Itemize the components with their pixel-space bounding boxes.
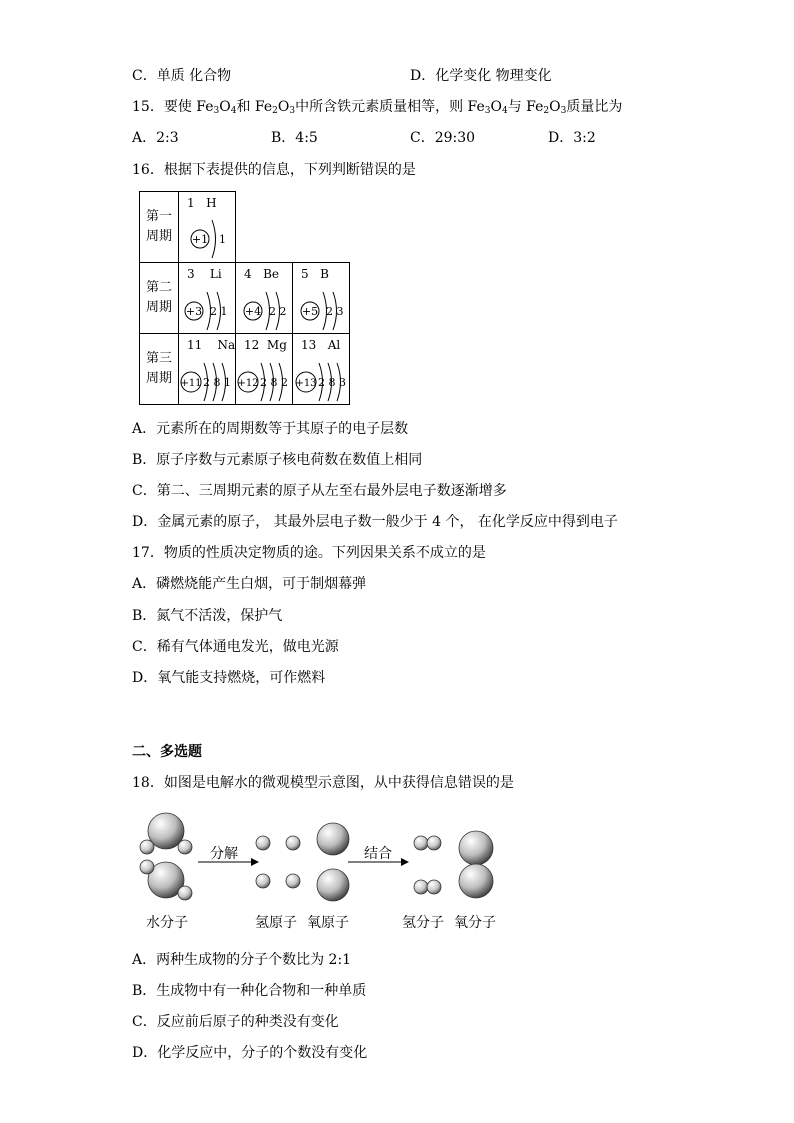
- combine-label: 结合: [364, 846, 392, 862]
- subscript: 4: [502, 106, 508, 116]
- element-symbol: H: [206, 196, 217, 210]
- shell-electrons: 2 8 3: [318, 376, 346, 389]
- q14-option-d: D．化学变化 物理变化: [410, 68, 552, 84]
- atomic-number: 3: [187, 267, 195, 281]
- q16-option-d: D．金属元素的原子， 其最外层电子数一般少于 4 个， 在化学反应中得到电子: [132, 514, 618, 530]
- oxygen-molecule: [459, 831, 493, 898]
- q17-option-c: C．稀有气体通电发光，做电光源: [132, 639, 339, 655]
- label-hydrogen-atom: 氢原子: [255, 915, 297, 931]
- section-title: 二、多选题: [132, 744, 202, 760]
- nucleus-charge: +13: [295, 378, 317, 389]
- hydrogen-atom: [256, 836, 270, 850]
- hydrogen-atom: [286, 836, 300, 850]
- q17-option-b: B．氮气不活泼，保护气: [132, 608, 283, 624]
- subscript: 3: [484, 106, 491, 116]
- atomic-number: 1: [187, 196, 195, 210]
- period-label: 周期: [145, 229, 172, 244]
- q15-stem-part: 15．要使 Fe: [132, 99, 214, 115]
- element-symbol: Li: [209, 267, 222, 281]
- label-water-molecule: 水分子: [146, 915, 188, 931]
- q16-option-a: A．元素所在的周期数等于其原子的电子层数: [132, 421, 409, 437]
- shell-electrons: 2 1: [210, 305, 228, 318]
- q15-option-d: D．3:2: [548, 130, 596, 146]
- shell-electrons: 1: [219, 233, 226, 246]
- subscript: 2: [272, 106, 278, 116]
- q18-stem: 18．如图是电解水的微观模型示意图，从中获得信息错误的是: [132, 775, 514, 791]
- q17-option-d: D．氧气能支持燃烧，可作燃料: [132, 670, 326, 686]
- atomic-number: 12: [244, 338, 260, 352]
- period-label: 第一: [145, 209, 172, 224]
- q14-option-c: C．单质 化合物: [132, 68, 232, 84]
- element-symbol: Al: [327, 338, 341, 352]
- period-label: 周期: [145, 371, 172, 386]
- subscript: 3: [560, 106, 567, 116]
- subscript: 4: [230, 106, 237, 116]
- q15-stem-part: O: [277, 99, 290, 115]
- period-label: 第二: [145, 280, 172, 295]
- atomic-number: 4: [244, 267, 252, 281]
- subscript: 3: [289, 106, 296, 116]
- q15-stem-part: O: [549, 99, 561, 115]
- q15-option-c: C．29:30: [410, 130, 476, 146]
- subscript: 3: [213, 106, 220, 116]
- nucleus-charge: +5: [301, 305, 319, 318]
- shell-electrons: 2 8 1: [203, 376, 231, 389]
- q16-option-c: C．第二、三周期元素的原子从左至右最外层电子数逐渐增多: [132, 483, 507, 499]
- shell-electrons: 2 2: [269, 305, 287, 318]
- shell-electrons: 2 3: [326, 305, 344, 318]
- decompose-label: 分解: [210, 846, 238, 862]
- q18-option-a: A．两种生成物的分子个数比为 2:1: [132, 952, 352, 968]
- q15-option-b: B．4:5: [271, 130, 318, 146]
- atomic-number: 5: [301, 267, 309, 281]
- nucleus-charge: +4: [244, 305, 262, 318]
- element-symbol: Na: [217, 338, 236, 352]
- q15-stem-part: O: [219, 99, 231, 115]
- shell-electrons: 2 8 2: [260, 376, 288, 389]
- label-oxygen-atom: 氧原子: [307, 915, 349, 931]
- q18-option-b: B．生成物中有一种化合物和一种单质: [132, 983, 367, 999]
- q15-stem-part: O: [490, 99, 502, 115]
- q15-option-a: A．2:3: [132, 130, 179, 146]
- hydrogen-atom: [286, 874, 300, 888]
- element-symbol: Mg: [266, 338, 287, 352]
- element-symbol: B: [320, 267, 329, 281]
- element-symbol: Be: [263, 267, 280, 281]
- atomic-number: 11: [187, 338, 203, 352]
- period-label: 周期: [145, 300, 172, 315]
- atomic-number: 13: [301, 338, 317, 352]
- q15-stem-part: 中所含铁元素质量相等，则 Fe: [295, 99, 485, 115]
- water-molecule-2: [140, 860, 192, 900]
- label-hydrogen-molecule: 氢分子: [402, 915, 444, 931]
- water-molecule-1: [140, 813, 192, 854]
- q16-option-b: B．原子序数与元素原子核电荷数在数值上相同: [132, 452, 423, 468]
- q16-stem: 16．根据下表提供的信息，下列判断错误的是: [132, 162, 416, 178]
- q18-option-c: C．反应前后原子的种类没有变化: [132, 1014, 339, 1030]
- nucleus-charge: +11: [180, 378, 202, 389]
- oxygen-atom: [317, 823, 349, 855]
- oxygen-atom: [317, 869, 349, 901]
- hydrogen-molecule-2: [414, 880, 441, 894]
- q18-option-d: D．化学反应中，分子的个数没有变化: [132, 1045, 368, 1061]
- q17-stem: 17．物质的性质决定物质的途。下列因果关系不成立的是: [132, 545, 486, 561]
- label-oxygen-molecule: 氧分子: [454, 915, 496, 931]
- q17-option-a: A．磷燃烧能产生白烟，可于制烟幕弹: [132, 576, 367, 592]
- nucleus-charge: +3: [185, 305, 203, 318]
- nucleus-charge: +1: [191, 233, 209, 246]
- nucleus-charge: +12: [237, 378, 259, 389]
- hydrogen-atom: [256, 874, 270, 888]
- period-label: 第三: [145, 351, 172, 366]
- q15-stem-part: 和 Fe: [236, 99, 273, 115]
- q15-stem-part: 与 Fe: [507, 99, 544, 115]
- subscript: 2: [543, 106, 550, 116]
- hydrogen-molecule-1: [414, 836, 441, 850]
- q15-stem-part: 质量比为: [566, 99, 623, 115]
